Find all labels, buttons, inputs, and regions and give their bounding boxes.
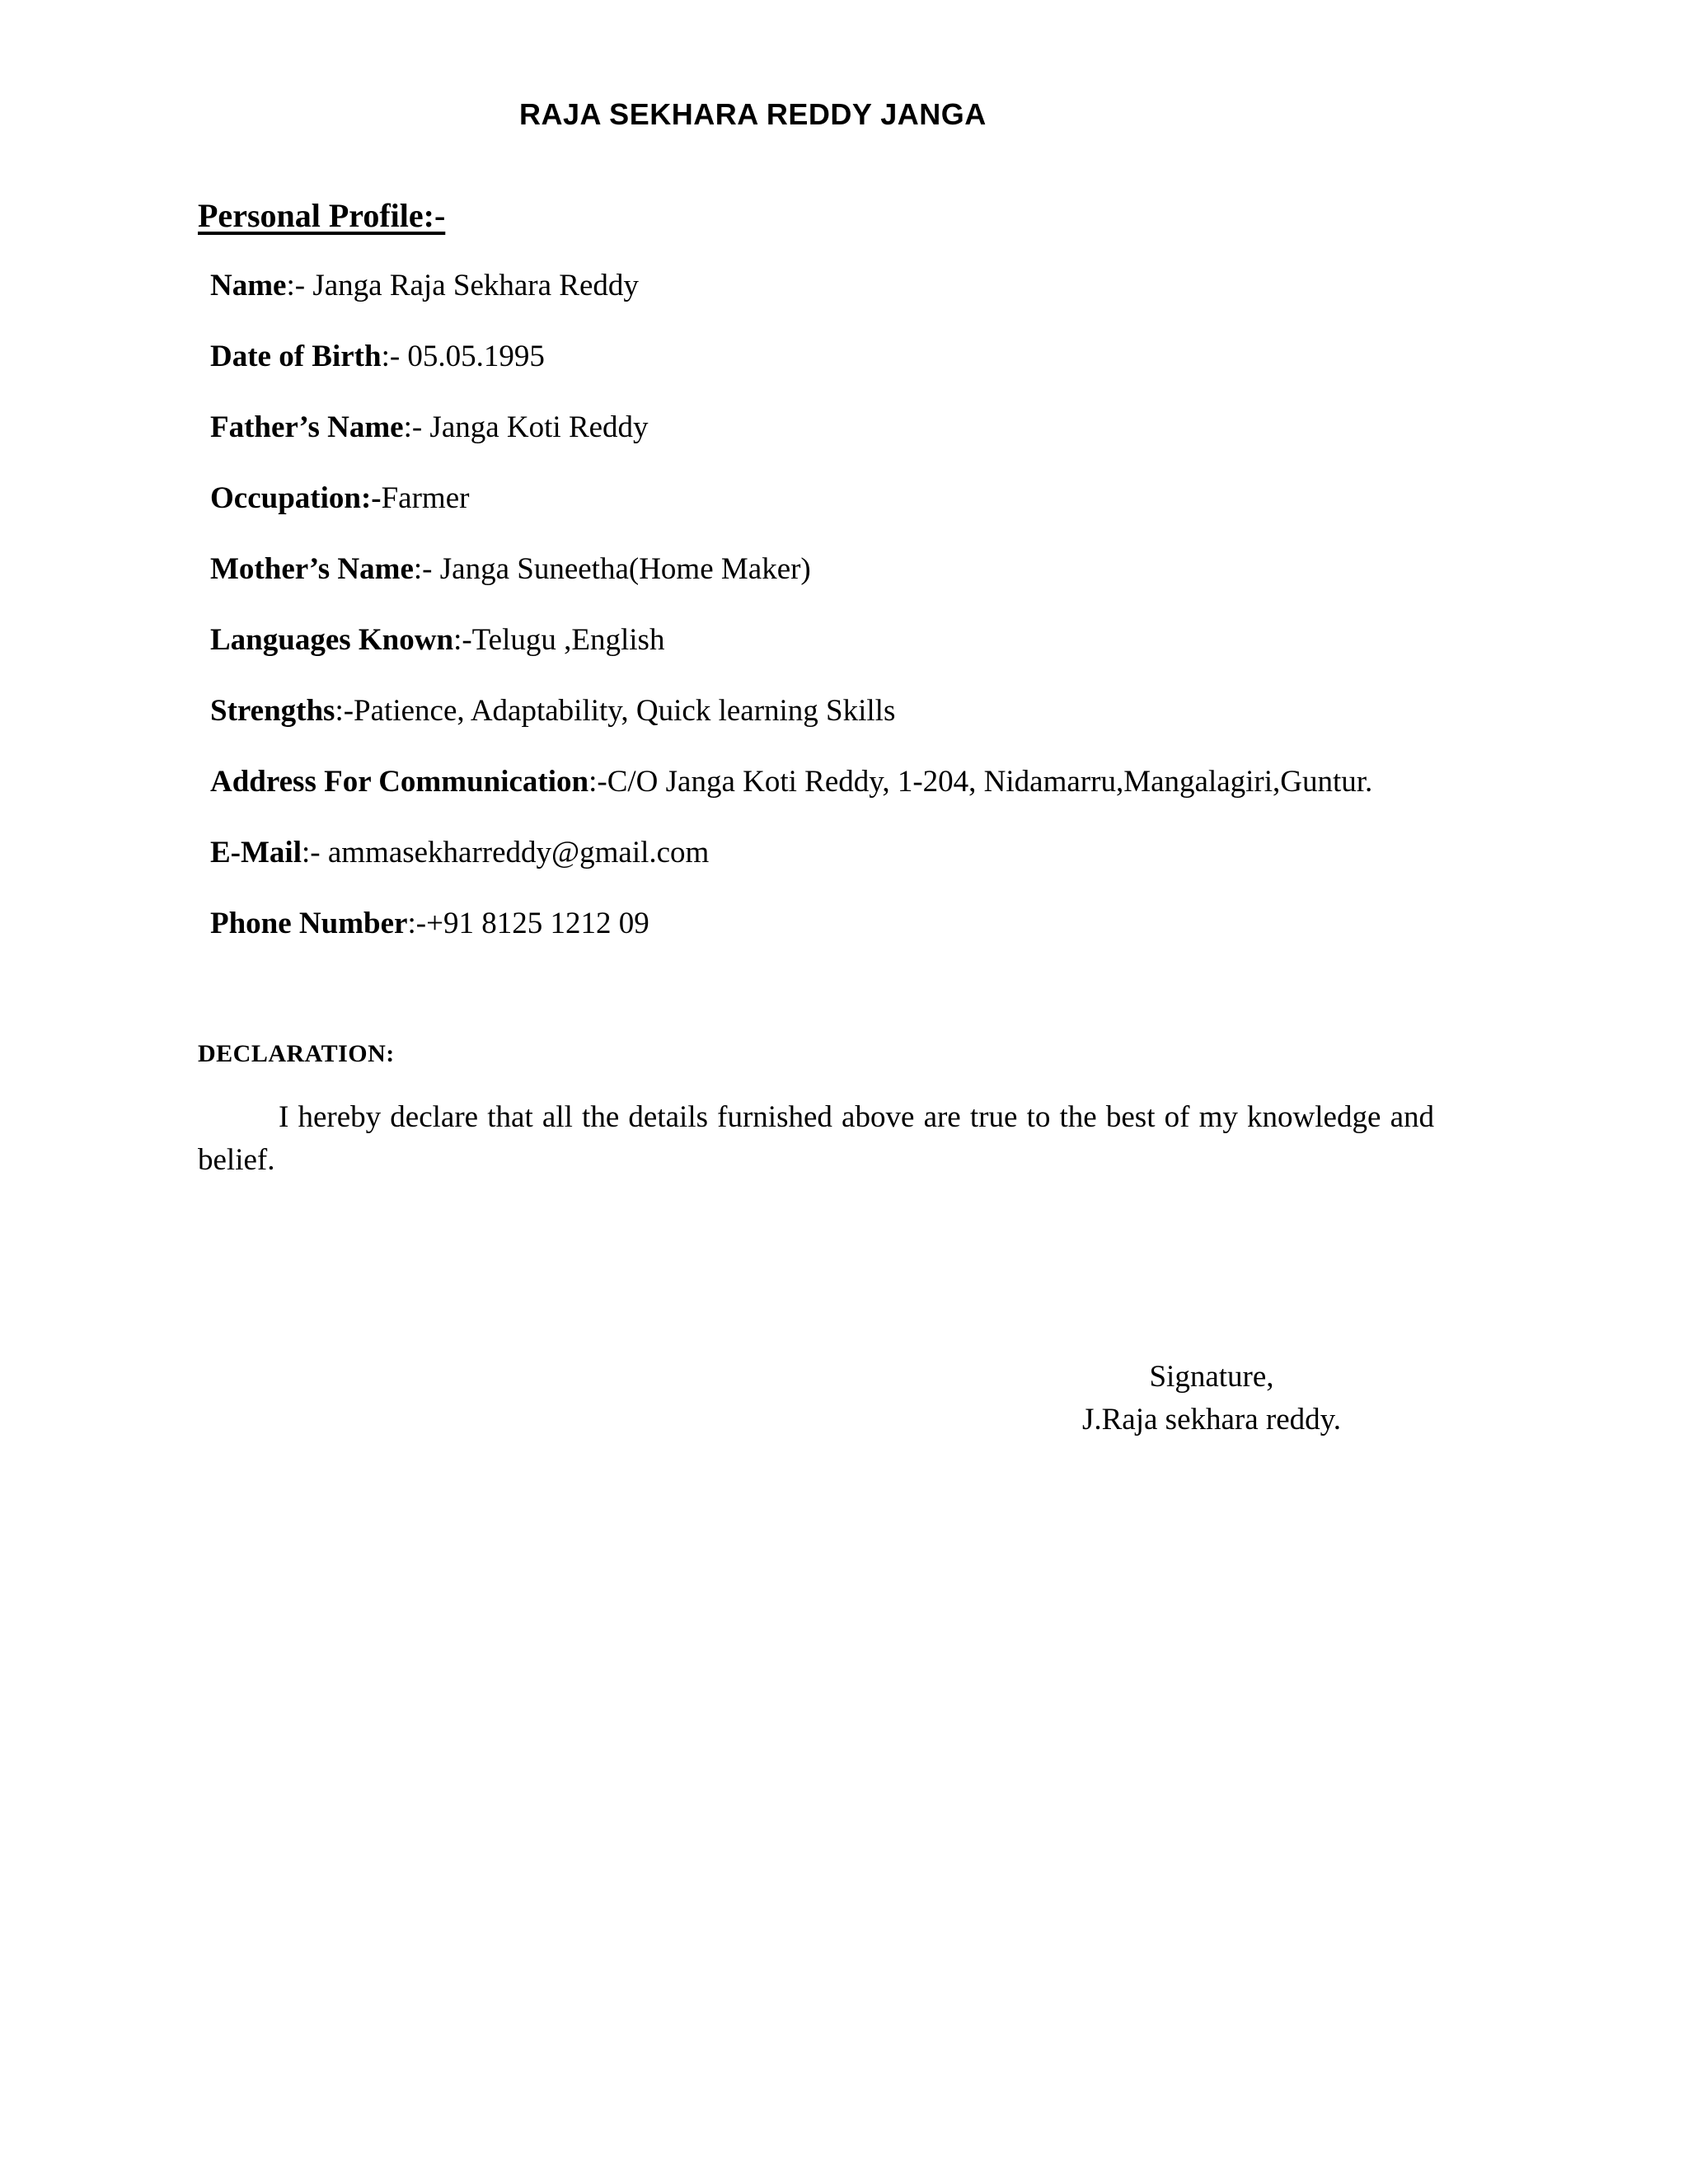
profile-value: :- Janga Suneetha(Home Maker) [413, 552, 811, 586]
profile-label: Father’s Name [210, 410, 404, 444]
profile-label: Phone Number [210, 907, 408, 940]
profile-value: :-C/O Janga Koti Reddy, 1-204, Nidamarru,Mangalagiri,Guntur. [588, 765, 1373, 799]
document-title: RAJA SEKHARA REDDY JANGA [519, 97, 987, 131]
profile-label: Languages Known [210, 623, 454, 657]
profile-value: :-+91 8125 1212 09 [407, 907, 649, 940]
profile-row-phone-number [210, 903, 1372, 974]
profile-value: :-Telugu ,English [453, 623, 665, 657]
profile-row-email [210, 832, 1372, 903]
signature-label: Signature, [1149, 1360, 1274, 1394]
profile-row-languages-known [210, 620, 1372, 691]
profile-label: Date of Birth [210, 340, 382, 373]
declaration-text: I hereby declare that all the details furnished above are true to the best of my knowledge and belief. [198, 1100, 1434, 1177]
profile-row-mothers-name [210, 549, 1372, 620]
profile-value: :- Janga Koti Reddy [403, 410, 649, 444]
profile-row-fathers-name [210, 407, 1372, 478]
profile-row-address [210, 762, 1372, 832]
profile-label: Address For Communication [210, 765, 589, 799]
profile-value: :- Janga Raja Sekhara Reddy [286, 269, 639, 302]
personal-profile-heading: Personal Profile:- [198, 197, 446, 234]
profile-row-name [210, 265, 1372, 336]
profile-value: :-Patience, Adaptability, Quick learning Skills [335, 694, 896, 728]
signature-block [989, 1356, 1434, 1441]
profile-row-date-of-birth [210, 336, 1372, 407]
profile-label: Occupation:- [210, 481, 382, 515]
profile-label: Mother’s Name [210, 552, 414, 586]
profile-row-strengths [210, 691, 1372, 762]
profile-label: E-Mail [210, 836, 302, 869]
profile-row-occupation [210, 478, 1372, 549]
signatory-name: J.Raja sekhara reddy. [1081, 1403, 1342, 1436]
personal-profile-list [210, 265, 1372, 974]
profile-value: Farmer [381, 481, 470, 515]
profile-label: Strengths [210, 694, 335, 728]
declaration-heading: DECLARATION: [198, 1040, 395, 1067]
profile-value: :- 05.05.1995 [381, 340, 545, 373]
profile-value: :- ammasekharreddy@gmail.com [301, 836, 710, 869]
profile-label: Name [210, 269, 287, 302]
